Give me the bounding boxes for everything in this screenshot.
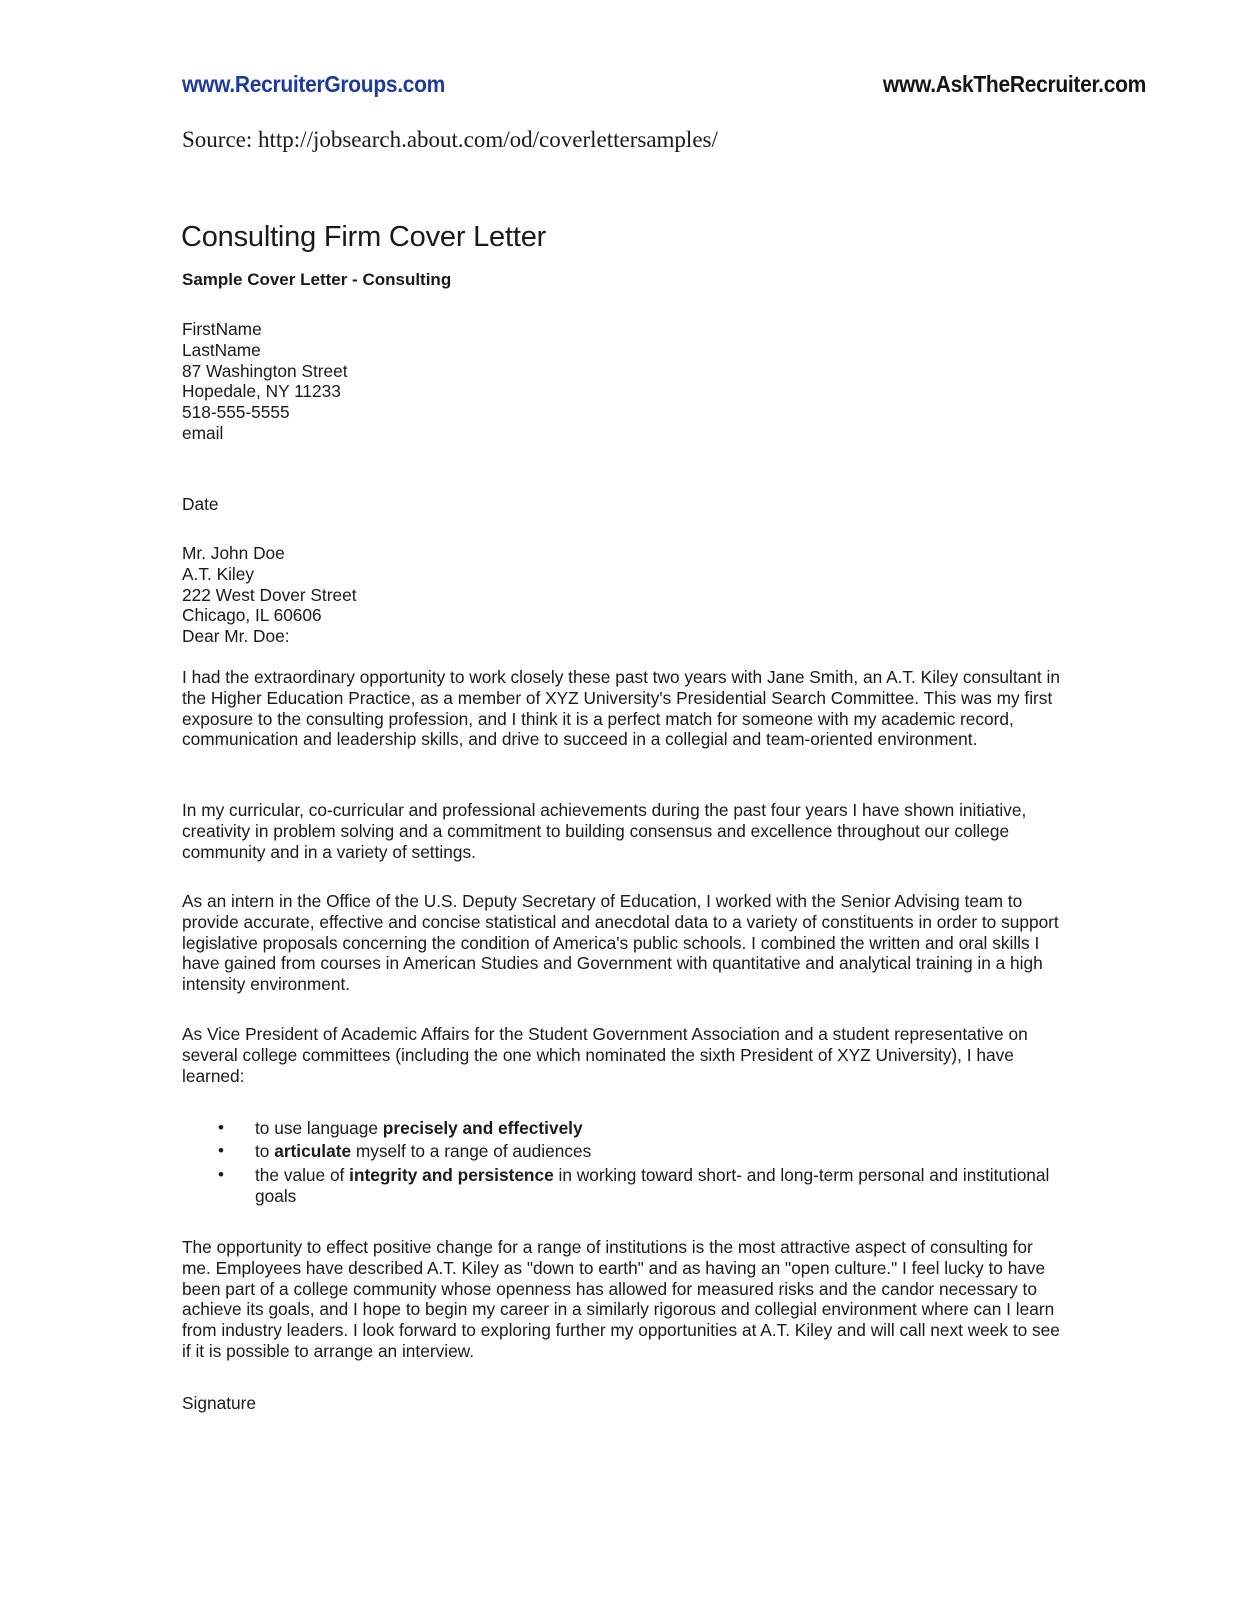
paragraph-vice-president: As Vice President of Academic Affairs for the Student Government Association and a student representative on several college committees (including the one which nominated the sixth President of XYZ University), I have learned: [182,1024,1028,1086]
bullet-text-end: in working toward short- and long-term personal and institutional goals [255,1164,1050,1206]
bullet-icon: • [218,1118,224,1137]
document-title: Consulting Firm Cover Letter [181,221,547,253]
list-item [182,1118,1062,1139]
paragraph-internship: As an intern in the Office of the U.S. Deputy Secretary of Education, I worked with the Senior Advising team to provide accurate, effective and concise statistical and anecdotal data to a variety of constituents in order to support legislative proposals concerning the condition of America's public schools. I combined the written and oral skills I have gained from courses in American Studies and Government with quantitative and analytical training in a high intensity environment. [182,891,1059,995]
sender-street: 87 Washington Street [182,360,348,381]
document-subtitle: Sample Cover Letter - Consulting [182,270,452,289]
letter-date: Date [182,494,219,514]
bullet-emphasis: articulate [274,1141,352,1162]
sender-first-name: FirstName [182,319,262,339]
asktherecruiter-link[interactable]: www.AskTheRecruiter.com [882,72,1146,98]
bullet-emphasis: integrity and persistence [349,1164,554,1185]
source-line: Source: http://jobsearch.about.com/od/coverlettersamples/ [182,127,718,152]
paragraph-achievements: In my curricular, co-curricular and professional achievements during the past four years I have shown initiative, creativity in problem solving and a commitment to building consensus and excellence throughout our college community and in a variety of settings. [182,800,1027,862]
bullet-icon: • [218,1164,224,1184]
recipient-street: 222 West Dover Street [182,584,357,605]
recipient-name: Mr. John Doe [182,543,285,563]
sender-phone: 518-555-5555 [182,402,290,423]
recipient-company: A.T. Kiley [182,563,255,584]
bullet-text: the value of [255,1164,350,1185]
bullet-icon: • [218,1141,224,1161]
bullet-text: to [255,1141,275,1162]
sender-city: Hopedale, NY 11233 [182,381,341,402]
recipient-city: Chicago, IL 60606 [182,605,322,626]
bullet-emphasis: precisely and effectively [382,1118,583,1138]
list-item [182,1165,1062,1207]
recipient-address-block [182,543,1062,647]
sender-last-name: LastName [182,339,261,360]
sender-address-block [182,319,1062,444]
list-item [182,1141,1062,1162]
learned-skills-list [182,1118,1062,1209]
paragraph-closing: The opportunity to effect positive change for a range of institutions is the most attractive aspect of consulting for me. Employees have described A.T. Kiley as "down to earth" and as having an "open culture." I feel lucky to have been part of a college community whose openness has allowed for measured risks and the candor necessary to achieve its goals, and I hope to begin my career in a similarly rigorous and collegial environment where can I learn from industry leaders. I look forward to exploring further my opportunities at A.T. Kiley and will call next week to see if it is possible to arrange an interview. [182,1237,1060,1361]
bullet-text-end: myself to a range of audiences [351,1141,592,1162]
salutation: Dear Mr. Doe: [182,626,290,647]
bullet-text: to use language [255,1118,383,1138]
paragraph-opportunity: I had the extraordinary opportunity to work closely these past two years with Jane Smith, an A.T. Kiley consultant in the Higher Education Practice, as a member of XYZ University's Presidential Search Committee. This was my first exposure to the consulting profession, and I think it is a perfect match for someone with my academic record, communication and leadership skills, and drive to succeed in a collegial and team-oriented environment. [182,667,1060,750]
recruitergroups-link[interactable]: www.RecruiterGroups.com [182,72,446,98]
sender-email: email [182,422,224,443]
signature: Signature [182,1393,256,1413]
